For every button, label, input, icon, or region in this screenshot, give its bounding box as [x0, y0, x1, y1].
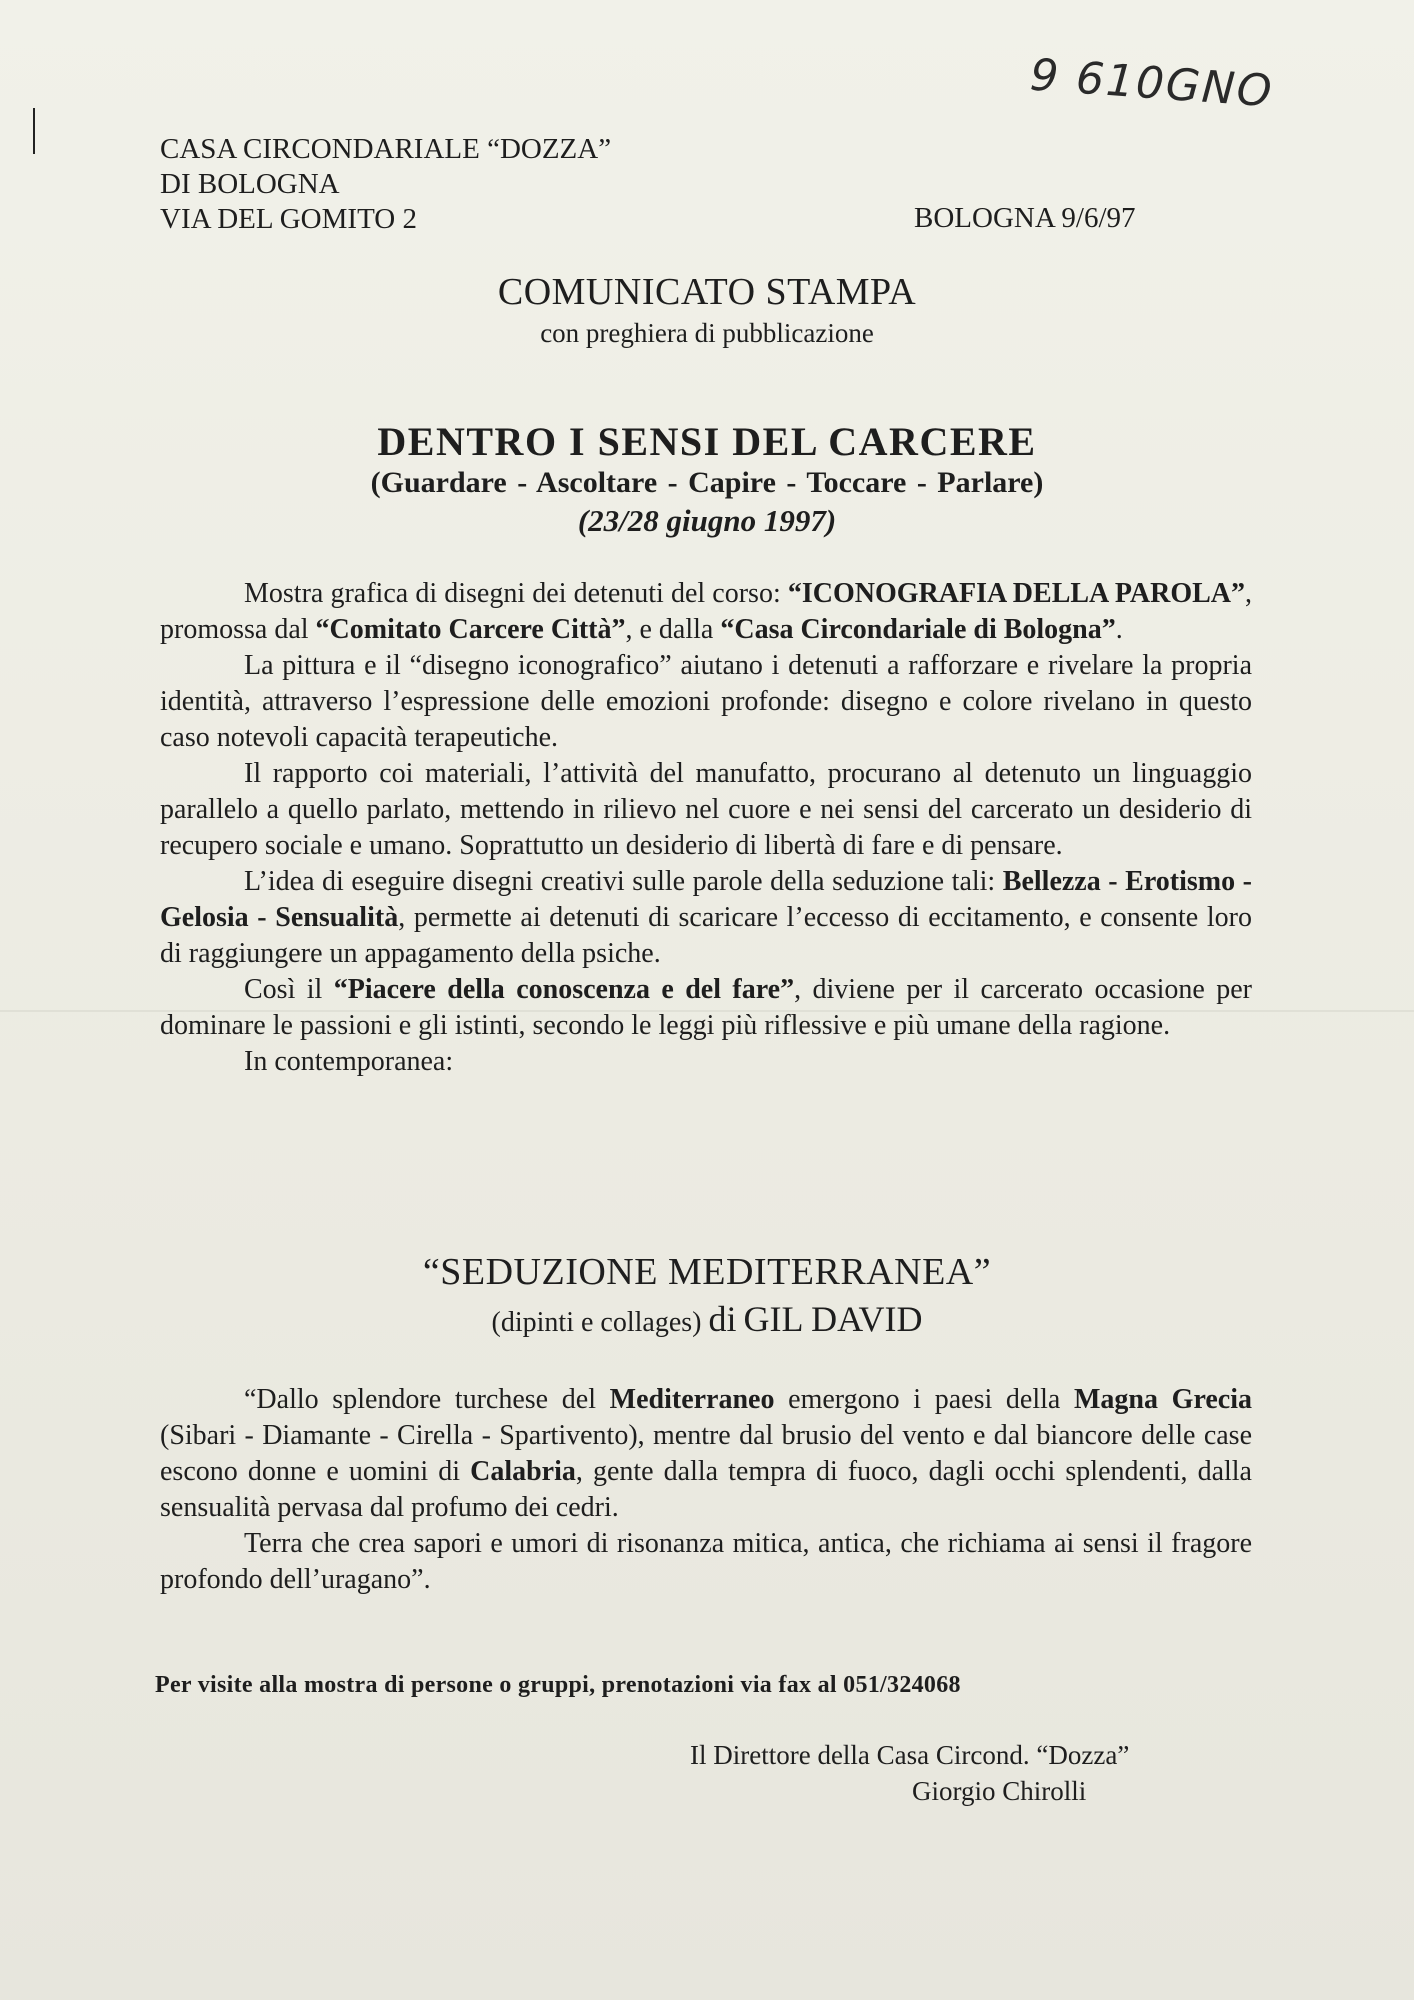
paragraph	[160, 864, 1252, 972]
paragraph: Il rapporto coi materiali, l’attività del manufatto, procurano al detenuto un linguaggio parallelo a quello parlato, mettendo in rilievo nel cuore e nei sensi del carcerato un desiderio di recupero sociale e umano. Soprattutto un desiderio di libertà di fare e di pensare.	[160, 758, 1252, 861]
text-run: , gente dalla tempra di fuoco, dagli occhi splendenti, dalla sensualità pervasa dal profumo dei cedri.	[160, 1456, 1252, 1523]
exhibition-title: “SEDUZIONE MEDITERRANEA”	[422, 1251, 992, 1293]
exhibition-media: (dipinti e collages)	[491, 1307, 702, 1338]
press-release-subheading: con preghiera di pubblicazione	[540, 318, 874, 348]
exhibition-quote	[160, 1382, 1252, 1598]
signature-name: Giorgio Chirolli	[912, 1776, 1087, 1806]
text-run: L’idea di eseguire disegni creativi sulle parole della seduzione tali:	[244, 866, 1003, 897]
artist-name: GIL DAVID	[743, 1299, 923, 1339]
handwritten-annotation: 9 610GNO	[1028, 49, 1276, 118]
sender-address	[160, 132, 611, 237]
highlight-phrase: “Piacere della conoscenza e del fare”	[333, 974, 795, 1005]
paragraph: Terra che crea sapori e umori di risonanza mitica, antica, che richiama ai sensi il fragore profondo dell’uragano”.	[160, 1528, 1252, 1595]
signature-title: Il Direttore della Casa Circond. “Dozza”	[690, 1740, 1130, 1770]
text-run: (Sibari - Diamante - Cirella - Spartivento), mentre dal brusio del vento e dal biancore delle case escono donne e uomini di	[160, 1420, 1252, 1487]
text-run: , e dalla	[625, 614, 721, 645]
seduction-words: Bellezza - Erotismo - Gelosia - Sensualità	[160, 866, 1252, 933]
text-run: , promossa dal	[160, 578, 1252, 645]
body-text	[160, 576, 1252, 1080]
text-run: Mostra grafica di disegni dei detenuti del corso:	[244, 578, 788, 609]
place-name: Mediterraneo	[609, 1384, 775, 1415]
paragraph	[160, 1382, 1252, 1526]
event-title: DENTRO I SENSI DEL CARCERE	[377, 419, 1037, 464]
text-run: , permette ai detenuti di scaricare l’eccesso di eccitamento, e consente loro di raggiungere un appagamento della psiche.	[160, 902, 1252, 969]
sender-line: CASA CIRCONDARIALE “DOZZA”	[160, 133, 612, 165]
document-date: BOLOGNA 9/6/97	[914, 202, 1136, 234]
place-name: Calabria	[470, 1456, 576, 1487]
course-name: “ICONOGRAFIA DELLA PAROLA”	[787, 578, 1245, 609]
committee-name: “Comitato Carcere Città”	[315, 614, 626, 645]
exhibition-subtitle	[0, 1298, 1414, 1340]
institution-name: “Casa Circondariale di Bologna”	[720, 614, 1116, 645]
text-run: Così il	[244, 974, 334, 1005]
margin-mark	[33, 108, 35, 154]
sender-line: VIA DEL GOMITO 2	[160, 203, 417, 235]
text-run: emergono i paesi della	[774, 1384, 1074, 1415]
text-run: , diviene per il carcerato occasione per dominare le passioni e gli istinti, secondo le leggi più riflessive e più umane della ragione.	[160, 974, 1252, 1041]
event-dates: (23/28 giugno 1997)	[577, 503, 837, 538]
paragraph: La pittura e il “disegno iconografico” aiutano i detenuti a rafforzare e rivelare la propria identità, attraverso l’espressione delle emozioni profonde: disegno e colore rivelano in questo caso notevoli capacità terapeutiche.	[160, 650, 1252, 753]
text-run: .	[1115, 614, 1123, 645]
paragraph	[160, 576, 1252, 648]
visit-booking-note: Per visite alla mostra di persone o gruppi, prenotazioni via fax al 051/324068	[155, 1672, 961, 1698]
press-release-heading: COMUNICATO STAMPA	[497, 271, 917, 313]
exhibition-by: di	[708, 1299, 737, 1339]
sender-line: DI BOLOGNA	[160, 168, 340, 200]
paragraph: In contemporanea:	[244, 1046, 454, 1077]
paragraph	[160, 972, 1252, 1044]
event-senses: (Guardare - Ascoltare - Capire - Toccare - Parlare)	[370, 466, 1044, 499]
place-name: Magna Grecia	[1074, 1384, 1253, 1415]
text-run: “Dallo splendore turchese del	[244, 1384, 610, 1415]
